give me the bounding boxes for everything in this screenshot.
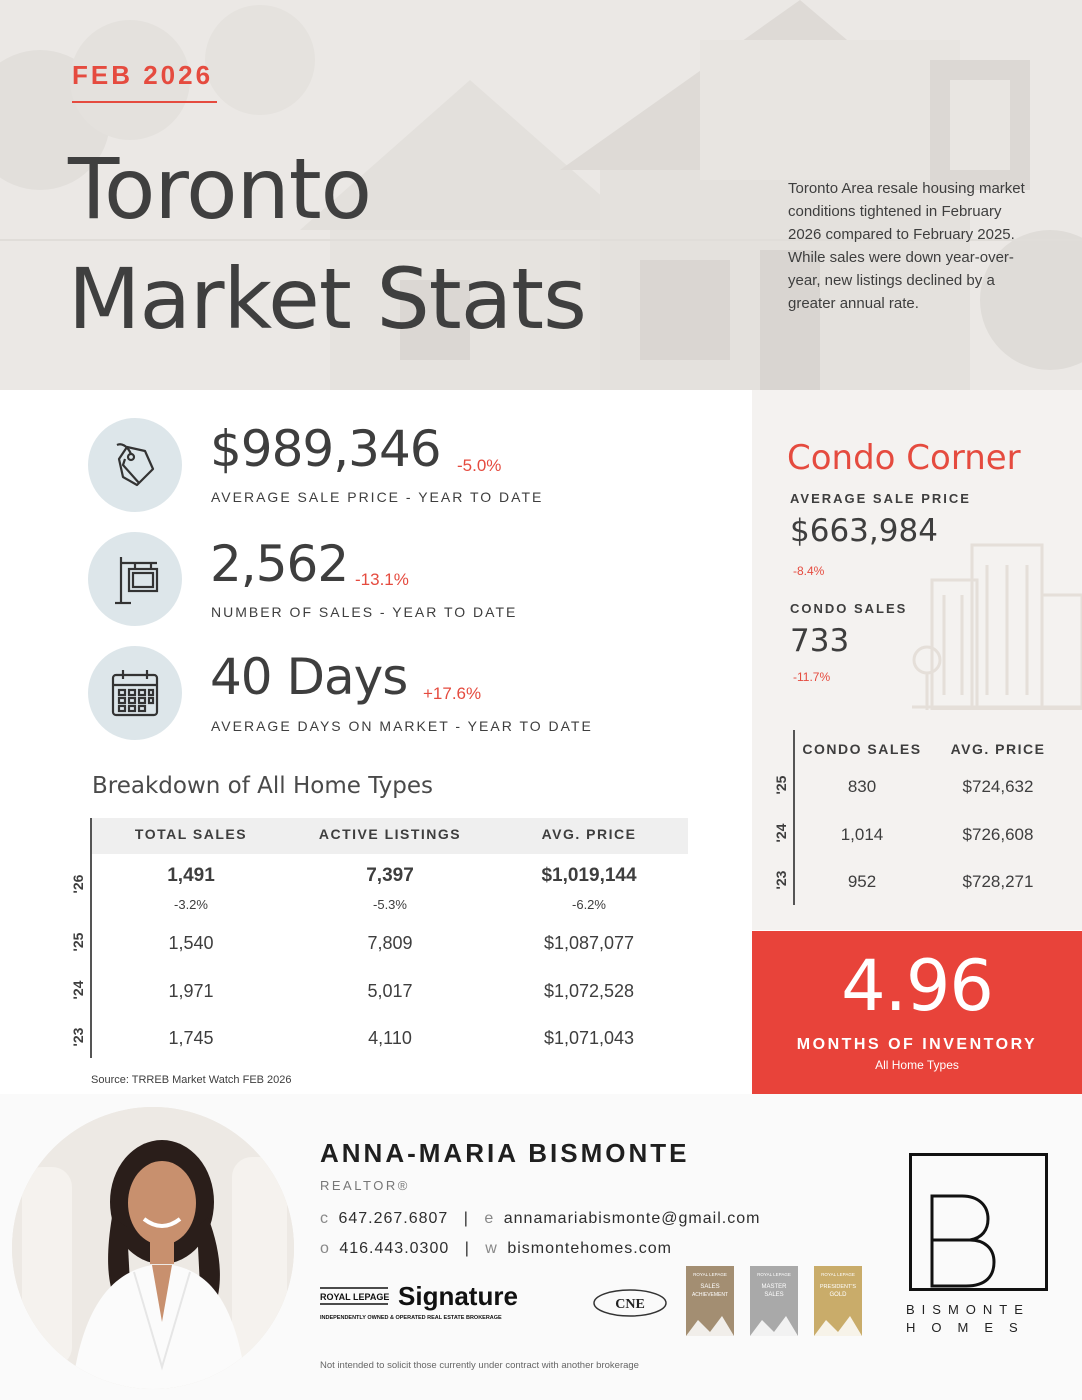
row-year-label: '25 — [773, 775, 789, 795]
svg-text:CNE: CNE — [615, 1297, 645, 1312]
table-cell-price-change: -6.2% — [572, 897, 606, 912]
avg-sale-price-value: $989,346 — [210, 420, 441, 478]
master-sales-award-icon — [750, 1266, 798, 1336]
page-title-line2: Market Stats — [68, 250, 586, 348]
condo-sales-label: CONDO SALES — [790, 601, 908, 616]
svg-text:Signature: Signature — [398, 1281, 518, 1311]
table-cell-sales: 1,745 — [168, 1028, 214, 1048]
website-link[interactable]: bismontehomes.com — [507, 1240, 672, 1257]
column-header-condo-sales: CONDO SALES — [802, 741, 922, 757]
table-cell-sales-change: -3.2% — [174, 897, 208, 912]
for-sale-sign-icon — [88, 532, 182, 626]
header-banner — [0, 0, 1082, 390]
svg-text:INDEPENDENTLY OWNED & OPERATED: INDEPENDENTLY OWNED & OPERATED REAL ESTATE BROKERAGE — [320, 1315, 502, 1321]
table-cell-listings-change: -5.3% — [373, 897, 407, 912]
calendar-icon — [88, 646, 182, 740]
months-of-inventory-label: MONTHS OF INVENTORY — [796, 1036, 1038, 1053]
row-year-label: '25 — [70, 932, 86, 952]
row-year-label: '24 — [773, 823, 789, 843]
agent-name: ANNA-MARIA BISMONTE — [320, 1138, 690, 1168]
row-year-label: '26 — [70, 874, 86, 894]
bismonte-homes-logo — [909, 1153, 1048, 1291]
column-header-condo-avg-price: AVG. PRICE — [950, 741, 1046, 757]
condo-corner-title: Condo Corner — [787, 438, 1021, 478]
days-on-market-change: +17.6% — [423, 684, 482, 703]
number-of-sales-value: 2,562 — [210, 535, 349, 593]
table-cell-price: $1,019,144 — [541, 865, 637, 886]
brand-name-line1: BISMONTE — [906, 1302, 1030, 1317]
agent-photo — [12, 1107, 294, 1389]
condo-cell-sales: 1,014 — [840, 825, 884, 844]
row-year-label: '23 — [773, 870, 789, 890]
breakdown-title: Breakdown of All Home Types — [92, 773, 434, 799]
svg-text:ROYAL LEPAGE: ROYAL LEPAGE — [821, 1272, 855, 1277]
svg-text:ACHIEVEMENT: ACHIEVEMENT — [691, 1292, 729, 1298]
email-link[interactable]: annamariabismonte@gmail.com — [503, 1210, 761, 1227]
column-header-total-sales: TOTAL SALES — [134, 826, 248, 842]
months-of-inventory-panel — [752, 931, 1082, 1094]
contact-separator: | — [464, 1240, 470, 1257]
table-cell-price: $1,072,528 — [543, 981, 635, 1001]
row-year-label: '24 — [70, 980, 86, 1000]
table-cell-sales: 1,971 — [168, 981, 214, 1001]
price-tag-icon — [88, 418, 182, 512]
report-period: FEB 2026 — [72, 60, 214, 90]
table-cell-listings: 5,017 — [367, 981, 413, 1001]
svg-text:GOLD: GOLD — [829, 1292, 847, 1298]
cell-prefix: c — [320, 1210, 329, 1227]
condo-sales-change: -11.7% — [793, 670, 831, 684]
row-year-label: '23 — [70, 1027, 86, 1047]
condo-avg-price-label: AVERAGE SALE PRICE — [790, 491, 971, 506]
condo-building-icon — [912, 535, 1082, 710]
brand-name-line2: HOMES — [906, 1320, 1034, 1335]
table-cell-price: $1,071,043 — [543, 1028, 635, 1048]
table-cell-listings: 4,110 — [368, 1028, 412, 1048]
svg-text:MASTER: MASTER — [761, 1284, 787, 1290]
svg-text:ROYAL LEPAGE: ROYAL LEPAGE — [693, 1272, 727, 1277]
monogram-b-icon — [928, 1192, 998, 1288]
number-of-sales-label: NUMBER OF SALES - YEAR TO DATE — [211, 604, 518, 620]
table-cell-price: $1,087,077 — [543, 933, 635, 953]
office-phone-link[interactable]: 416.443.0300 — [339, 1240, 450, 1257]
solicitation-disclaimer: Not intended to solicit those currently under contract with another brokerage — [320, 1360, 639, 1371]
cne-logo — [592, 1287, 668, 1319]
contact-row-2 — [320, 1240, 672, 1258]
agent-title: REALTOR® — [320, 1178, 410, 1193]
column-header-active-listings: ACTIVE LISTINGS — [318, 826, 462, 842]
svg-text:PRESIDENT'S: PRESIDENT'S — [819, 1284, 857, 1290]
award-badges — [684, 1264, 864, 1339]
svg-text:SALES: SALES — [764, 1292, 784, 1298]
page-title-line1: Toronto — [68, 140, 372, 238]
months-of-inventory-sublabel: All Home Types — [875, 1058, 959, 1072]
royal-lepage-signature-logo — [320, 1280, 555, 1324]
contact-separator: | — [463, 1210, 469, 1227]
table-cell-listings: 7,809 — [367, 933, 413, 953]
svg-text:ROYAL LEPAGE: ROYAL LEPAGE — [757, 1272, 791, 1277]
avg-sale-price-change: -5.0% — [457, 456, 502, 475]
table-cell-sales: 1,540 — [168, 933, 214, 953]
svg-text:SALES: SALES — [700, 1284, 720, 1290]
email-prefix: e — [484, 1210, 495, 1227]
condo-avg-price-change: -8.4% — [793, 564, 825, 578]
condo-cell-sales: 952 — [847, 872, 877, 891]
table-cell-listings: 7,397 — [366, 865, 414, 886]
column-header-avg-price: AVG. PRICE — [541, 826, 637, 842]
condo-cell-sales: 830 — [847, 777, 877, 796]
market-summary: Toronto Area resale housing market conditions tightened in February 2026 compared to February 2025. While sales were down year-over-year, new listings declined by a greater annual rate. — [788, 180, 1025, 312]
period-underline — [72, 101, 217, 103]
table-cell-sales: 1,491 — [167, 865, 215, 886]
web-prefix: w — [485, 1240, 498, 1257]
avg-sale-price-label: AVERAGE SALE PRICE - YEAR TO DATE — [211, 489, 544, 505]
months-of-inventory-value: 4.96 — [841, 945, 993, 1027]
data-source-note: Source: TRREB Market Watch FEB 2026 — [91, 1074, 292, 1086]
svg-text:ROYAL LEPAGE: ROYAL LEPAGE — [320, 1292, 390, 1302]
cell-phone-link[interactable]: 647.267.6807 — [338, 1210, 449, 1227]
contact-row-1 — [320, 1210, 760, 1228]
number-of-sales-change: -13.1% — [355, 570, 409, 589]
presidents-gold-award-icon — [814, 1266, 862, 1336]
condo-cell-price: $726,608 — [962, 825, 1034, 844]
condo-sales-value: 733 — [790, 623, 850, 659]
sales-achievement-award-icon — [686, 1266, 734, 1336]
days-on-market-value: 40 Days — [210, 648, 408, 706]
condo-cell-price: $728,271 — [962, 872, 1034, 891]
office-prefix: o — [320, 1240, 330, 1257]
condo-cell-price: $724,632 — [962, 777, 1034, 796]
condo-avg-price-value: $663,984 — [790, 513, 938, 549]
days-on-market-label: AVERAGE DAYS ON MARKET - YEAR TO DATE — [211, 718, 593, 734]
